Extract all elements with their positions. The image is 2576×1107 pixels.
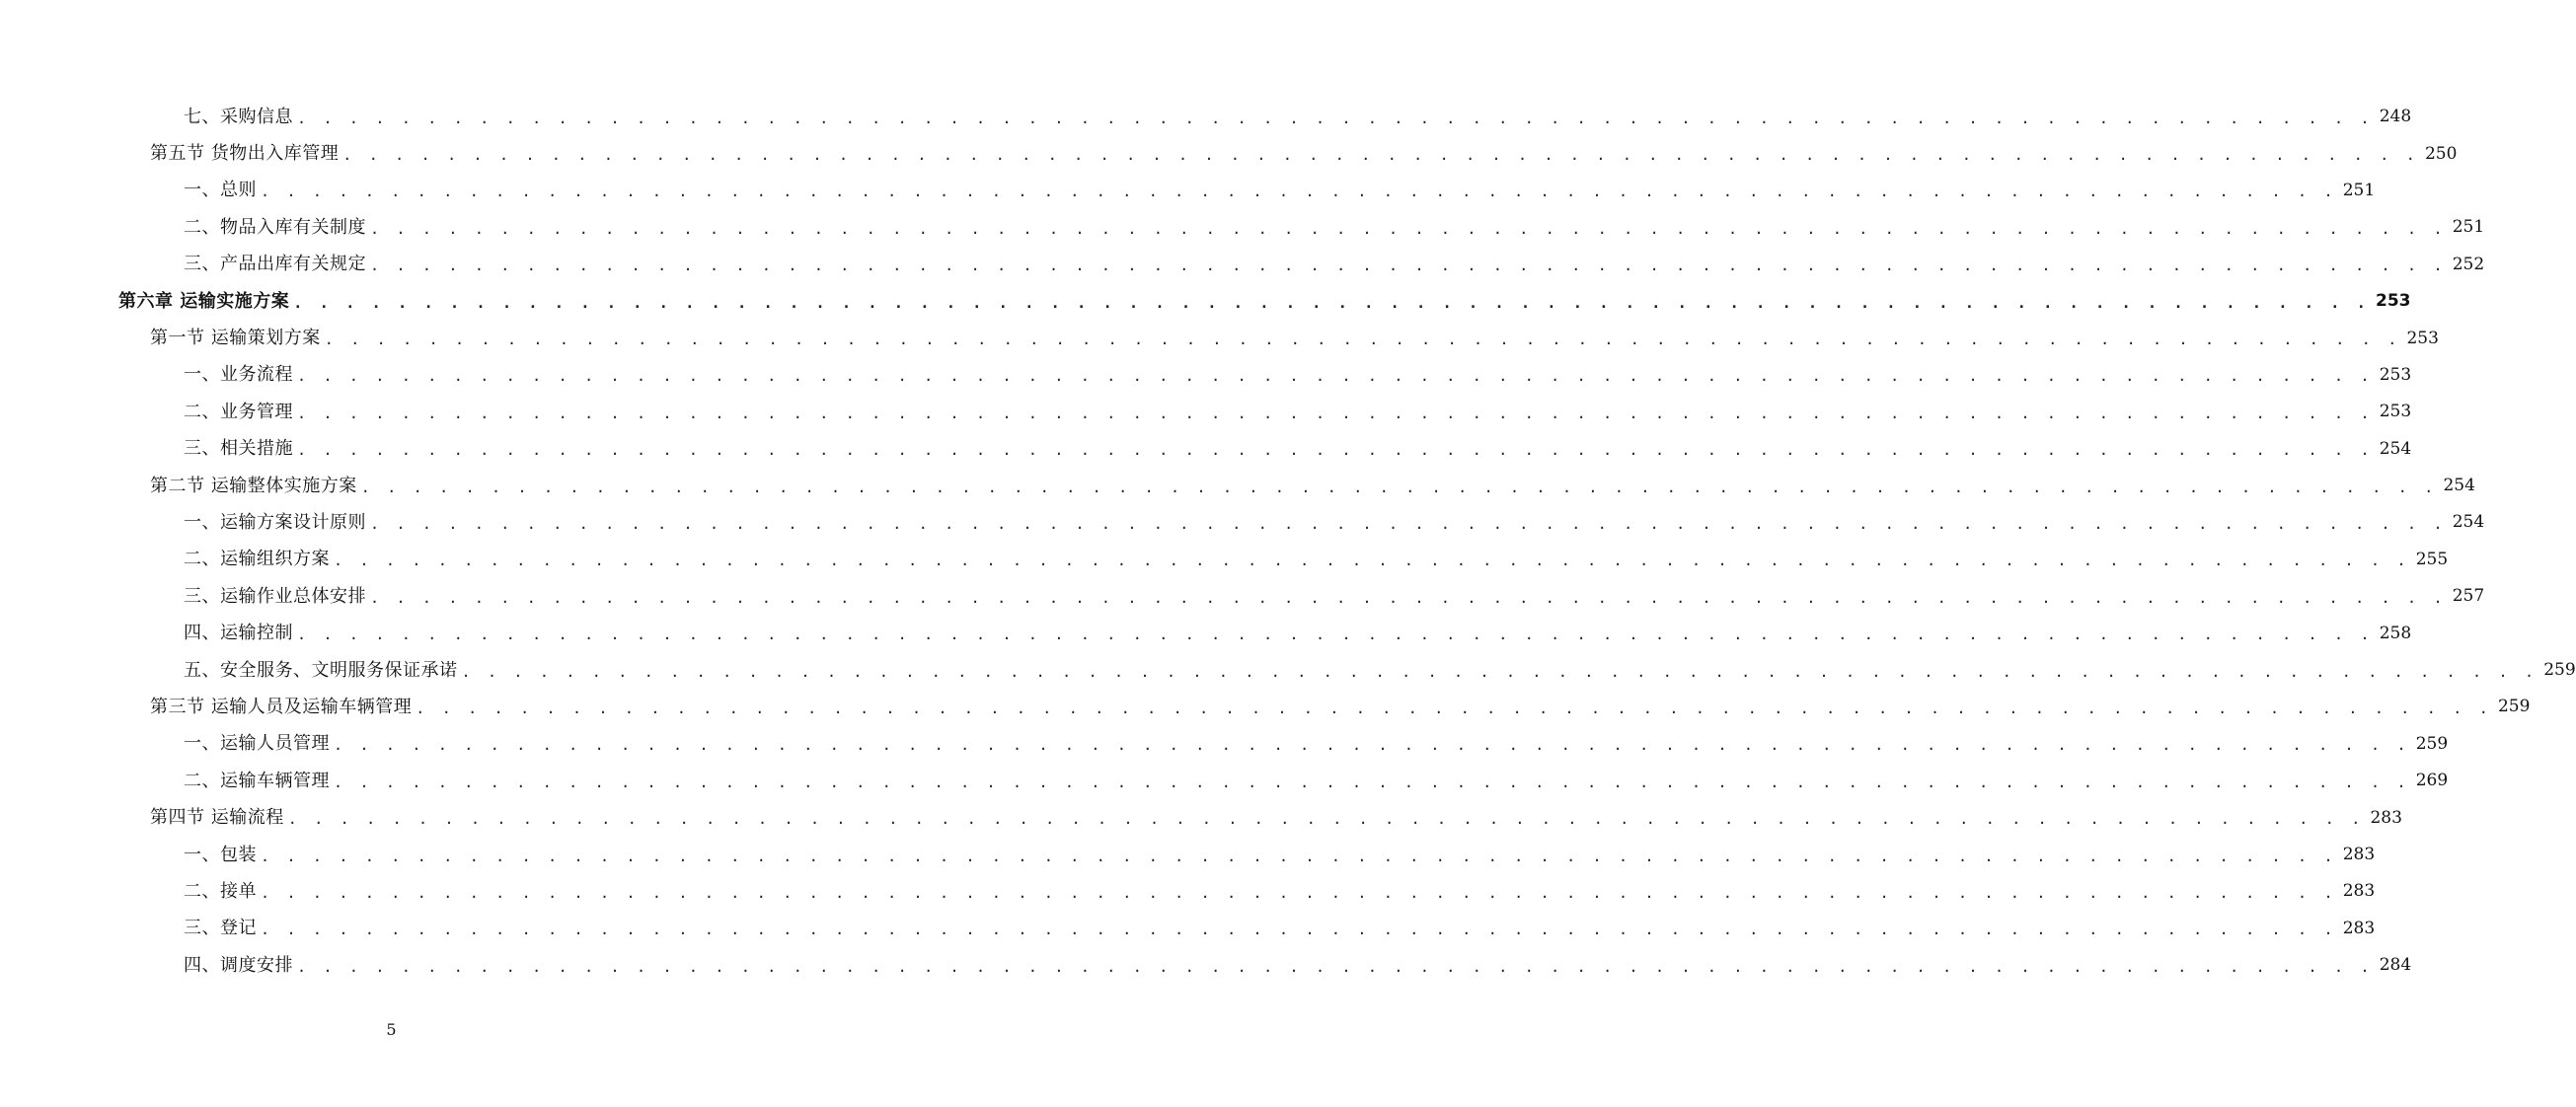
toc-dot-leader: . . . . . . . . . . . . . . . . . . . . . . . . . . . . . . . . . . . . . . . . . . . . . . . . . . . . . . . . . . . . . . . . . . . . . . . . . . . . . . . . [261,883,2337,902]
toc-entry-sub[interactable] [184,873,2376,910]
toc-entry-sub[interactable] [184,247,2485,283]
toc-entry-title: 二、物品入库有关制度 [184,216,366,238]
toc-entry-title: 一、运输人员管理 [184,733,330,755]
toc-dot-leader: . . . . . . . . . . . . . . . . . . . . . . . . . . . . . . . . . . . . . . . . . . . . . . . . . . . . . . . . . . . . . . . . . . . . . . . . . . . . . . . . [370,257,2447,275]
toc-entry-sub[interactable] [184,578,2485,615]
toc-entry-title: 二、接单 [184,880,257,902]
table-of-contents [0,99,2576,984]
toc-dot-leader: . . . . . . . . . . . . . . . . . . . . . . . . . . . . . . . . . . . . . . . . . . . . . . . . . . . . . . . . . . . . . . . . . . . . . . . . . . . . . . . . [334,773,2410,791]
toc-entry-sub[interactable] [184,652,2576,689]
toc-entry-title: 三、登记 [184,918,257,939]
toc-entry-sub[interactable] [184,542,2449,578]
toc-dot-leader: . . . . . . . . . . . . . . . . . . . . . . . . . . . . . . . . . . . . . . . . . . . . . . . . . . . . . . . . . . . . . . . . . . . . . . . . . . . . . . . . [293,293,2370,312]
toc-entry-section[interactable] [150,468,2475,504]
toc-dot-leader: . . . . . . . . . . . . . . . . . . . . . . . . . . . . . . . . . . . . . . . . . . . . . . . . . . . . . . . . . . . . . . . . . . . . . . . . . . . . . . . . [297,626,2374,644]
toc-entry-page-number: 251 [2452,217,2485,238]
toc-entry-sub[interactable] [184,394,2412,430]
toc-dot-leader: . . . . . . . . . . . . . . . . . . . . . . . . . . . . . . . . . . . . . . . . . . . . . . . . . . . . . . . . . . . . . . . . . . . . . . . . . . . . . . . . [334,552,2410,570]
toc-dot-leader: . . . . . . . . . . . . . . . . . . . . . . . . . . . . . . . . . . . . . . . . . . . . . . . . . . . . . . . . . . . . . . . . . . . . . . . . . . . . . . . . [297,957,2374,976]
toc-dot-leader: . . . . . . . . . . . . . . . . . . . . . . . . . . . . . . . . . . . . . . . . . . . . . . . . . . . . . . . . . . . . . . . . . . . . . . . . . . . . . . . . [360,478,2438,496]
toc-entry-page-number: 259 [2415,733,2449,754]
toc-entry-sub[interactable] [184,431,2412,468]
toc-entry-section[interactable] [150,689,2531,725]
toc-entry-page-number: 253 [2375,291,2411,312]
toc-entry-page-number: 283 [2342,881,2376,902]
toc-entry-sub[interactable] [184,173,2376,209]
toc-entry-sub[interactable] [184,99,2412,135]
toc-entry-title: 四、运输控制 [184,623,293,644]
toc-entry-sub[interactable] [184,209,2485,246]
toc-entry-sub[interactable] [184,726,2449,763]
toc-entry-page-number: 251 [2342,180,2376,200]
toc-entry-page-number: 254 [2443,476,2475,496]
toc-entry-page-number: 254 [2452,512,2485,533]
toc-entry-title: 三、产品出库有关规定 [184,254,366,275]
toc-entry-title: 五、安全服务、文明服务保证承诺 [184,659,458,681]
toc-dot-leader: . . . . . . . . . . . . . . . . . . . . . . . . . . . . . . . . . . . . . . . . . . . . . . . . . . . . . . . . . . . . . . . . . . . . . . . . . . . . . . . . [461,662,2538,681]
toc-entry-page-number: 254 [2379,438,2412,459]
toc-entry-page-number: 259 [2543,660,2576,681]
toc-dot-leader: . . . . . . . . . . . . . . . . . . . . . . . . . . . . . . . . . . . . . . . . . . . . . . . . . . . . . . . . . . . . . . . . . . . . . . . . . . . . . . . . [370,514,2447,533]
toc-entry-title: 三、相关措施 [184,438,293,460]
toc-entry-title: 第五节 货物出入库管理 [150,143,340,165]
toc-entry-title: 三、运输作业总体安排 [184,585,366,607]
toc-dot-leader: . . . . . . . . . . . . . . . . . . . . . . . . . . . . . . . . . . . . . . . . . . . . . . . . . . . . . . . . . . . . . . . . . . . . . . . . . . . . . . . . [370,219,2447,238]
toc-entry-sub[interactable] [184,837,2376,873]
toc-entry-page-number: 283 [2342,918,2376,938]
toc-entry-title: 七、采购信息 [184,106,293,127]
toc-entry-page-number: 283 [2342,845,2376,864]
toc-dot-leader: . . . . . . . . . . . . . . . . . . . . . . . . . . . . . . . . . . . . . . . . . . . . . . . . . . . . . . . . . . . . . . . . . . . . . . . . . . . . . . . . [370,588,2447,607]
toc-entry-section[interactable] [150,799,2402,836]
toc-entry-page-number: 255 [2415,549,2449,569]
toc-entry-page-number: 269 [2415,771,2449,791]
toc-entry-page-number: 253 [2379,402,2412,422]
toc-entry-sub[interactable] [184,947,2412,984]
toc-dot-leader: . . . . . . . . . . . . . . . . . . . . . . . . . . . . . . . . . . . . . . . . . . . . . . . . . . . . . . . . . . . . . . . . . . . . . . . . . . . . . . . . [334,736,2410,755]
toc-entry-title: 第二节 运输整体实施方案 [150,475,357,496]
toc-entry-page-number: 257 [2452,586,2485,607]
toc-entry-sub[interactable] [184,763,2449,799]
toc-entry-page-number: 284 [2379,955,2412,976]
toc-entry-title: 一、包装 [184,844,257,865]
toc-entry-title: 第六章 运输实施方案 [118,290,290,312]
toc-dot-leader: . . . . . . . . . . . . . . . . . . . . . . . . . . . . . . . . . . . . . . . . . . . . . . . . . . . . . . . . . . . . . . . . . . . . . . . . . . . . . . . . [297,404,2374,422]
toc-dot-leader: . . . . . . . . . . . . . . . . . . . . . . . . . . . . . . . . . . . . . . . . . . . . . . . . . . . . . . . . . . . . . . . . . . . . . . . . . . . . . . . . [261,921,2337,939]
toc-dot-leader: . . . . . . . . . . . . . . . . . . . . . . . . . . . . . . . . . . . . . . . . . . . . . . . . . . . . . . . . . . . . . . . . . . . . . . . . . . . . . . . . [261,183,2337,201]
toc-dot-leader: . . . . . . . . . . . . . . . . . . . . . . . . . . . . . . . . . . . . . . . . . . . . . . . . . . . . . . . . . . . . . . . . . . . . . . . . . . . . . . . . [342,146,2419,165]
toc-dot-leader: . . . . . . . . . . . . . . . . . . . . . . . . . . . . . . . . . . . . . . . . . . . . . . . . . . . . . . . . . . . . . . . . . . . . . . . . . . . . . . . . [297,109,2374,127]
toc-entry-page-number: 253 [2406,328,2439,348]
toc-dot-leader: . . . . . . . . . . . . . . . . . . . . . . . . . . . . . . . . . . . . . . . . . . . . . . . . . . . . . . . . . . . . . . . . . . . . . . . . . . . . . . . . [287,810,2365,829]
toc-entry-title: 二、运输车辆管理 [184,770,330,791]
toc-entry-page-number: 259 [2497,697,2531,717]
toc-dot-leader: . . . . . . . . . . . . . . . . . . . . . . . . . . . . . . . . . . . . . . . . . . . . . . . . . . . . . . . . . . . . . . . . . . . . . . . . . . . . . . . . [261,847,2337,865]
toc-entry-sub[interactable] [184,615,2412,651]
toc-dot-leader: . . . . . . . . . . . . . . . . . . . . . . . . . . . . . . . . . . . . . . . . . . . . . . . . . . . . . . . . . . . . . . . . . . . . . . . . . . . . . . . . [297,367,2374,386]
toc-entry-title: 第三节 运输人员及运输车辆管理 [150,696,413,717]
toc-entry-title: 第四节 运输流程 [150,807,284,829]
toc-entry-title: 第一节 运输策划方案 [150,328,321,349]
toc-entry-title: 二、业务管理 [184,401,293,422]
toc-entry-page-number: 252 [2452,254,2485,274]
toc-entry-sub[interactable] [184,357,2412,394]
toc-entry-title: 二、运输组织方案 [184,549,330,570]
page-number: 5 [386,1020,397,1039]
toc-entry-sub[interactable] [184,504,2485,541]
toc-entry-page-number: 253 [2379,364,2412,385]
toc-entry-sub[interactable] [184,911,2376,947]
toc-entry-chapter[interactable] [118,283,2411,320]
toc-dot-leader: . . . . . . . . . . . . . . . . . . . . . . . . . . . . . . . . . . . . . . . . . . . . . . . . . . . . . . . . . . . . . . . . . . . . . . . . . . . . . . . . [416,699,2492,717]
toc-entry-page-number: 250 [2424,143,2458,164]
toc-entry-title: 四、调度安排 [184,954,293,976]
toc-entry-page-number: 248 [2379,107,2412,127]
toc-entry-title: 一、运输方案设计原则 [184,511,366,533]
toc-entry-section[interactable] [150,135,2458,172]
toc-dot-leader: . . . . . . . . . . . . . . . . . . . . . . . . . . . . . . . . . . . . . . . . . . . . . . . . . . . . . . . . . . . . . . . . . . . . . . . . . . . . . . . . [297,441,2374,460]
toc-dot-leader: . . . . . . . . . . . . . . . . . . . . . . . . . . . . . . . . . . . . . . . . . . . . . . . . . . . . . . . . . . . . . . . . . . . . . . . . . . . . . . . . [324,331,2401,349]
toc-entry-title: 一、业务流程 [184,364,293,386]
toc-entry-page-number: 283 [2370,807,2402,828]
toc-entry-page-number: 258 [2379,623,2412,643]
toc-entry-section[interactable] [150,320,2439,356]
toc-entry-title: 一、总则 [184,180,257,201]
